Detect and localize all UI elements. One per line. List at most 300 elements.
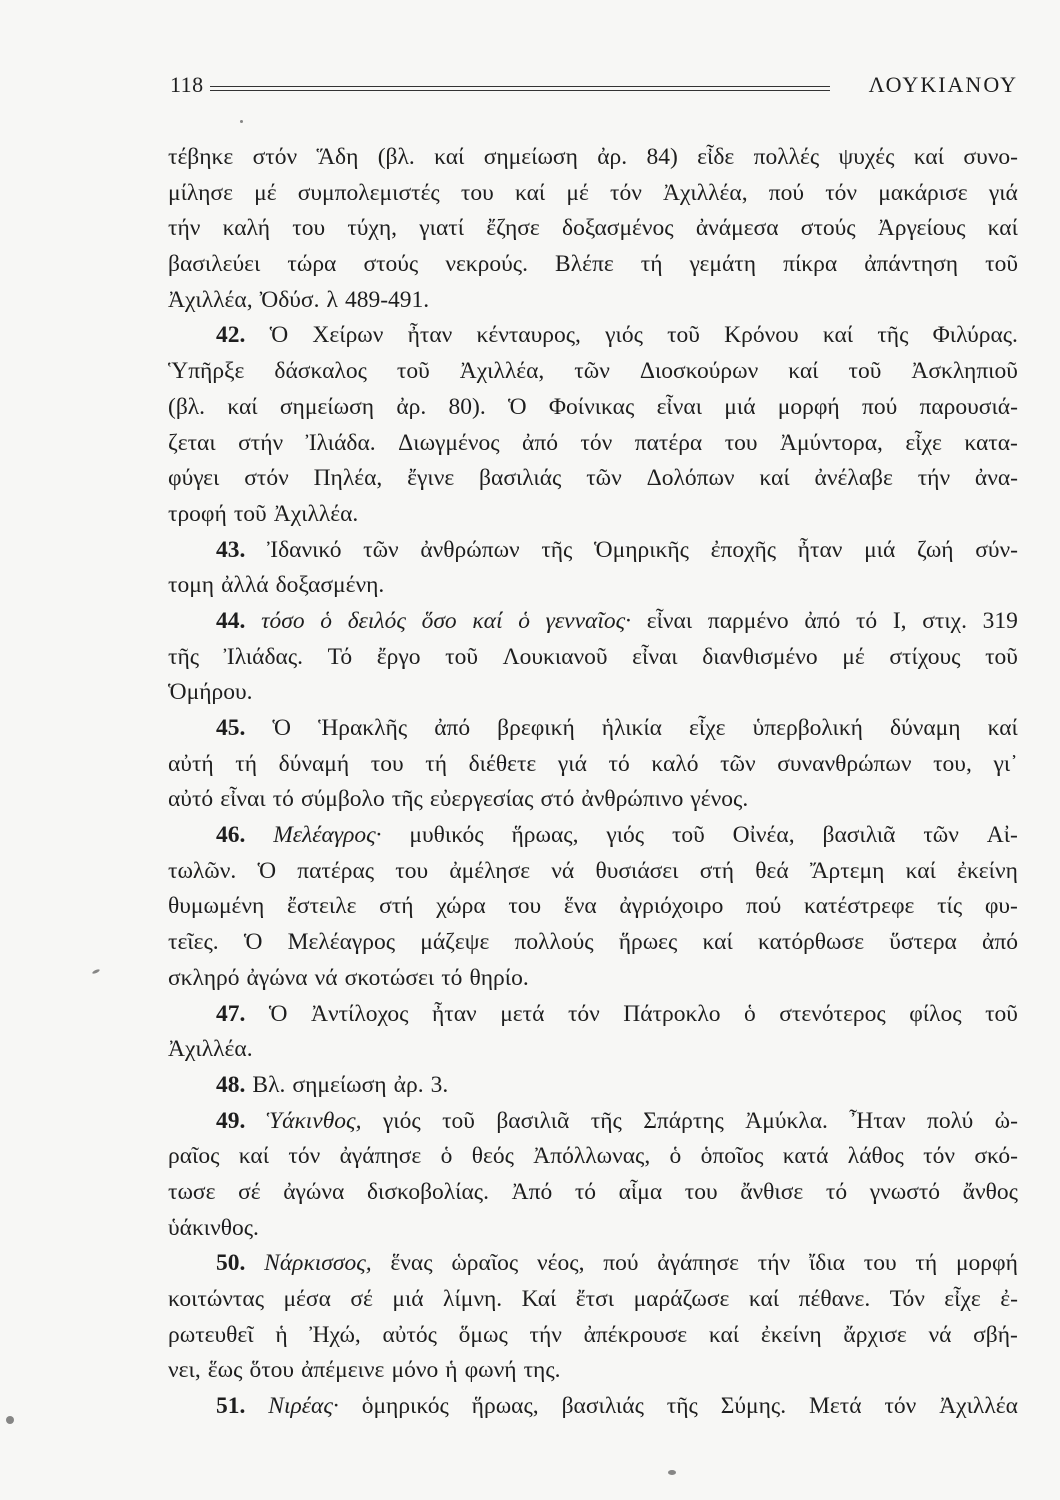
word: μορφή bbox=[955, 1250, 1018, 1277]
word: ἐκείνη bbox=[957, 857, 1018, 884]
word: Χείρων bbox=[312, 322, 384, 349]
text-line bbox=[168, 1318, 1018, 1354]
text-line bbox=[168, 747, 1018, 783]
text-line bbox=[168, 1139, 1018, 1175]
word: αὐτός bbox=[382, 1321, 437, 1348]
word: τῶν bbox=[720, 750, 756, 777]
word: τόν bbox=[825, 179, 858, 206]
word: Ἡρακλῆς bbox=[318, 715, 408, 741]
word: δοξασμένος bbox=[562, 215, 674, 242]
word: ἔτσι bbox=[575, 1286, 615, 1312]
word: στούς bbox=[363, 251, 419, 278]
word: καί bbox=[759, 465, 790, 492]
word: καί bbox=[227, 393, 258, 420]
text-line bbox=[168, 604, 1018, 640]
word: ψυχές bbox=[838, 144, 895, 170]
word: τίς bbox=[937, 893, 963, 920]
word: Ἀχιλλέα. bbox=[273, 500, 359, 527]
word: καί bbox=[822, 322, 854, 349]
word: θεός bbox=[471, 1143, 514, 1170]
word: καί bbox=[434, 144, 465, 170]
word: λάθος bbox=[847, 1143, 904, 1170]
word: νά bbox=[551, 857, 575, 884]
word: Ἀχιλλέα, bbox=[168, 286, 253, 313]
word: Καί bbox=[521, 1286, 557, 1312]
word: στούς bbox=[800, 215, 856, 242]
text-line bbox=[168, 889, 1018, 925]
note-keyword: Νάρκισσος, bbox=[264, 1250, 372, 1277]
word: πολύ bbox=[927, 1107, 974, 1134]
word: σύμβολο bbox=[300, 786, 385, 813]
header-rule bbox=[210, 86, 830, 91]
word: τῆς bbox=[877, 322, 909, 349]
word: στόν bbox=[244, 465, 289, 492]
word: βασιλεύει bbox=[168, 251, 261, 278]
text-line bbox=[168, 533, 1018, 569]
text-line bbox=[168, 640, 1018, 676]
word: τοῦ bbox=[442, 1107, 475, 1134]
text-line bbox=[168, 961, 1018, 997]
word: Ἄρτεμη bbox=[809, 857, 885, 884]
word: σκό- bbox=[974, 1143, 1018, 1170]
word: στίχους bbox=[889, 643, 961, 670]
word: ἀνα- bbox=[974, 465, 1018, 492]
word: τό bbox=[441, 964, 463, 991]
word: ὅτου bbox=[249, 1357, 295, 1384]
word: γιός bbox=[382, 1107, 421, 1134]
word: 3. bbox=[430, 1071, 449, 1098]
word: εἶναι bbox=[646, 607, 693, 634]
word: Ὁ bbox=[269, 322, 289, 349]
word: μιά bbox=[392, 1286, 424, 1312]
word: τή bbox=[235, 750, 258, 777]
word: 489-491. bbox=[344, 286, 430, 313]
text-line bbox=[168, 854, 1018, 890]
word: Ὁ bbox=[243, 929, 263, 956]
word: φύγει bbox=[168, 465, 220, 492]
word: νά bbox=[314, 964, 338, 991]
text-line bbox=[168, 426, 1018, 462]
word: γιά bbox=[557, 750, 587, 777]
word: δάσκαλος bbox=[274, 358, 367, 385]
text-line bbox=[168, 1282, 1018, 1318]
word: Ἠχώ, bbox=[309, 1321, 361, 1348]
word: Ἀντίλοχος bbox=[311, 1000, 409, 1027]
word: βασιλιᾶ bbox=[822, 822, 896, 849]
word: καί bbox=[238, 1143, 270, 1170]
word: Ἀχιλλέα, bbox=[663, 179, 748, 206]
word: τοῦ bbox=[848, 358, 882, 385]
word: πατέρα bbox=[634, 429, 703, 456]
text-line bbox=[168, 1032, 1018, 1068]
word: τόν bbox=[580, 429, 613, 456]
word: ἀνάμεσα bbox=[695, 215, 779, 242]
word: Αἰ- bbox=[986, 822, 1018, 849]
word: Μετά bbox=[809, 1393, 862, 1420]
word: τοῦ bbox=[445, 643, 478, 670]
word: τόν bbox=[884, 1393, 917, 1420]
word: ἦταν bbox=[797, 536, 843, 563]
word: ἀρ. bbox=[396, 393, 427, 420]
word: καλή bbox=[222, 215, 271, 242]
word: μέ bbox=[566, 179, 589, 206]
word: χώρα bbox=[436, 893, 486, 920]
word: ὅμως bbox=[458, 1321, 508, 1348]
word: τώρα bbox=[287, 251, 337, 278]
word: εἶχε bbox=[944, 1286, 981, 1312]
word: τοῦ bbox=[396, 358, 430, 385]
word: Ἅδη bbox=[316, 144, 359, 170]
word: στή bbox=[699, 857, 735, 884]
word: νέος, bbox=[537, 1250, 585, 1277]
word: δύναμή bbox=[278, 750, 350, 777]
word: δύναμη bbox=[890, 715, 961, 741]
word: Σπάρτης bbox=[643, 1107, 724, 1134]
word: τωσε bbox=[168, 1178, 216, 1205]
text-line bbox=[168, 140, 1018, 176]
word: τοῦ bbox=[233, 500, 267, 527]
word: Τό bbox=[327, 643, 353, 670]
word: ἀγάπησε bbox=[339, 1143, 422, 1170]
word: ἀγριόχοιρο bbox=[619, 893, 724, 920]
word: στή bbox=[379, 893, 414, 920]
word: ἥρωες bbox=[618, 929, 678, 956]
word: γνωστό bbox=[869, 1178, 941, 1205]
word: 80). bbox=[448, 393, 486, 420]
word: τύχη, bbox=[347, 215, 398, 242]
word: τῶν bbox=[923, 822, 959, 849]
word: τήν bbox=[529, 1321, 562, 1348]
text-line bbox=[168, 818, 1018, 854]
word: γένος. bbox=[690, 786, 749, 813]
word: ἡλικία bbox=[601, 715, 662, 741]
word: Ὁ bbox=[268, 1000, 288, 1027]
word: τοῦ bbox=[667, 322, 700, 349]
text-line bbox=[168, 568, 1018, 604]
word: δισκοβολίας. bbox=[366, 1178, 489, 1205]
note-keyword: Νιρέας· bbox=[268, 1393, 339, 1420]
word: συνανθρώπων bbox=[777, 750, 912, 777]
word: Ὁ bbox=[257, 857, 277, 884]
word: σέ bbox=[238, 1178, 261, 1205]
word: ἡ bbox=[445, 1357, 458, 1384]
word: μόνο bbox=[391, 1357, 439, 1384]
word: τῆς bbox=[666, 1393, 698, 1420]
word: ἀνθρώπων bbox=[420, 536, 520, 563]
text-line bbox=[168, 1211, 1018, 1247]
word: Ὁ bbox=[507, 393, 527, 420]
word: Ἀσκληπιοῦ bbox=[911, 358, 1018, 385]
word: αὐτή bbox=[168, 750, 214, 777]
word: ἀπό bbox=[804, 607, 841, 634]
word: ὁ bbox=[440, 1143, 453, 1170]
word: καί bbox=[788, 358, 819, 385]
word: ἀγάπησε bbox=[657, 1250, 739, 1277]
word: Κρόνου bbox=[724, 322, 799, 349]
word: εἶχε bbox=[689, 715, 726, 741]
word: τοῦ bbox=[671, 822, 705, 849]
word: εὐεργεσίας bbox=[429, 786, 534, 813]
word: ὑάκινθος. bbox=[168, 1214, 259, 1241]
word: καί bbox=[905, 857, 936, 884]
word: ἀπάντηση bbox=[864, 251, 959, 278]
word: κατά bbox=[782, 1143, 829, 1170]
word: Σύμης. bbox=[720, 1393, 787, 1420]
note-keyword: Ὑάκινθος, bbox=[266, 1107, 362, 1134]
word: ἔζησε bbox=[486, 215, 540, 242]
word: Διωγμένος bbox=[398, 429, 500, 456]
word: της. bbox=[523, 1357, 561, 1384]
word: ἔγινε bbox=[407, 465, 455, 492]
word: ἀνθρώπινο bbox=[581, 786, 684, 813]
text-line bbox=[168, 925, 1018, 961]
word: (βλ. bbox=[168, 393, 206, 420]
word: τροφή bbox=[168, 500, 227, 527]
word: τῆς bbox=[168, 643, 200, 670]
word: ἀλλά bbox=[221, 572, 269, 599]
word: στήν bbox=[238, 429, 284, 456]
word: γεμάτη bbox=[689, 251, 757, 278]
text-line bbox=[168, 1068, 1018, 1104]
word: μαράζωσε bbox=[633, 1286, 730, 1312]
word: καί bbox=[702, 929, 733, 956]
text-line bbox=[168, 1175, 1018, 1211]
word: τό bbox=[825, 1178, 848, 1205]
word: ἀρ. bbox=[393, 1071, 424, 1098]
word: ἕνας bbox=[390, 1250, 433, 1277]
text-line bbox=[168, 354, 1018, 390]
word: Οἰνέα, bbox=[732, 822, 795, 849]
word: τήν bbox=[917, 465, 951, 492]
note-keyword: δειλός bbox=[347, 607, 406, 634]
word: μέσα bbox=[283, 1286, 331, 1312]
word: 84) bbox=[646, 144, 678, 170]
word: εἶχε bbox=[905, 429, 942, 456]
word: νεκρούς. bbox=[445, 251, 528, 278]
text-line bbox=[168, 711, 1018, 747]
word: Μελέαγρος bbox=[287, 929, 396, 956]
notes-body bbox=[168, 140, 1018, 1425]
word: μέ bbox=[254, 179, 277, 206]
text-line bbox=[168, 1246, 1018, 1282]
word: μυθικός bbox=[409, 822, 484, 849]
word: ζωή bbox=[916, 536, 954, 563]
word: ἔστειλε bbox=[287, 893, 357, 920]
word: Ὁμήρου. bbox=[168, 679, 253, 706]
note-keyword: ὁ bbox=[320, 607, 333, 634]
word: τομη bbox=[168, 572, 215, 599]
word: πολλούς bbox=[514, 929, 594, 956]
word: ἀμέλησε bbox=[449, 857, 531, 884]
word: Ἰδανικό bbox=[267, 536, 342, 563]
word: σκληρό bbox=[168, 964, 240, 991]
word: ἡ bbox=[275, 1321, 288, 1348]
word: τεῖες. bbox=[168, 929, 219, 956]
word: Τόν bbox=[889, 1286, 925, 1312]
word: ἥρωας, bbox=[471, 1393, 539, 1420]
word: μέ bbox=[842, 643, 865, 670]
ink-mark bbox=[92, 968, 101, 974]
word: τῶν bbox=[586, 465, 622, 492]
word: Πηλέα, bbox=[313, 465, 383, 492]
word: κένταυρος, bbox=[476, 322, 581, 349]
word: 319 bbox=[982, 607, 1018, 634]
word: τή bbox=[640, 251, 663, 278]
word: ἐ- bbox=[1000, 1286, 1018, 1312]
word: ἥρωας, bbox=[511, 822, 579, 849]
word: ἐποχῆς bbox=[710, 536, 777, 563]
word: τῆς bbox=[590, 1107, 622, 1134]
word: λ bbox=[326, 286, 338, 313]
word: κατόρθωσε bbox=[757, 929, 865, 956]
word: σημείωση bbox=[483, 144, 578, 170]
word: τό bbox=[608, 750, 630, 777]
ink-mark bbox=[6, 1416, 14, 1424]
ink-mark bbox=[240, 120, 243, 123]
word: ἐκείνη bbox=[760, 1321, 822, 1348]
word: Ἀπόλλωνας, bbox=[533, 1143, 651, 1170]
word: ραῖος bbox=[168, 1143, 220, 1170]
note-keyword: καί bbox=[472, 607, 503, 634]
word: ἔργο bbox=[376, 643, 421, 670]
word: τόν bbox=[567, 1000, 600, 1027]
word: του bbox=[395, 857, 429, 884]
word: γιός bbox=[606, 822, 645, 849]
word: πού bbox=[603, 1250, 639, 1277]
word: ἄρχισε bbox=[843, 1321, 907, 1348]
text-line bbox=[168, 1104, 1018, 1140]
word: Ἀχιλλέα bbox=[939, 1393, 1018, 1420]
text-line bbox=[168, 247, 1018, 283]
page-number: 118 bbox=[170, 72, 204, 97]
word: ἀπέμεινε bbox=[301, 1357, 385, 1384]
word: Δολόπων bbox=[646, 465, 735, 492]
word: κοιτώντας bbox=[168, 1286, 264, 1312]
word: τό bbox=[855, 607, 878, 634]
word: ἄνθος bbox=[962, 1178, 1018, 1205]
word: συνο- bbox=[963, 144, 1018, 170]
word: ὕστερα bbox=[889, 929, 957, 956]
word: Ι, bbox=[892, 607, 907, 634]
word: καί bbox=[913, 144, 945, 170]
note-number: 45. bbox=[216, 715, 246, 741]
word: ἀνέλαβε bbox=[814, 465, 893, 492]
note-number: 50. bbox=[216, 1250, 246, 1277]
word: Ἀργείους bbox=[877, 215, 966, 242]
word: καί bbox=[514, 179, 546, 206]
word: Ἀπό bbox=[511, 1178, 553, 1205]
note-number: 44. bbox=[216, 607, 246, 634]
word: τόν bbox=[923, 1143, 955, 1170]
word: Φιλύρας. bbox=[932, 322, 1018, 349]
text-line bbox=[168, 1389, 1018, 1425]
word: αὐτό bbox=[168, 786, 214, 813]
word: του bbox=[292, 215, 326, 242]
word: του bbox=[863, 1250, 897, 1277]
word: σβή- bbox=[973, 1321, 1018, 1348]
word: πολλές bbox=[753, 144, 820, 170]
word: ἀγώνα bbox=[283, 1178, 345, 1205]
note-number: 46. bbox=[216, 822, 246, 849]
word: μετά bbox=[500, 1000, 545, 1027]
note-number: 47. bbox=[216, 1000, 246, 1027]
word: τοῦ bbox=[985, 643, 1018, 670]
note-keyword: τόσο bbox=[261, 607, 305, 634]
word: Ἀχιλλέα, bbox=[459, 358, 545, 385]
word: Ὀδύσ. bbox=[259, 286, 320, 313]
word: παρμένο bbox=[707, 607, 789, 634]
word: ἀγώνα bbox=[246, 964, 308, 991]
word: θυμωμένη bbox=[168, 893, 265, 920]
word: ἕως bbox=[207, 1357, 243, 1384]
word: γιός bbox=[605, 322, 643, 349]
word: πατέρας bbox=[297, 857, 375, 884]
word: θηρίο. bbox=[469, 964, 529, 991]
word: αἷμα bbox=[618, 1178, 663, 1205]
text-line bbox=[168, 461, 1018, 497]
word: παρουσιά- bbox=[919, 393, 1018, 420]
word: τωλῶν. bbox=[168, 857, 237, 884]
word: τέβηκε bbox=[168, 144, 234, 170]
word: ὠ- bbox=[994, 1107, 1018, 1134]
word: διανθισμένο bbox=[702, 643, 818, 670]
word: Λουκιανοῦ bbox=[502, 643, 608, 670]
word: μιά bbox=[724, 393, 756, 420]
word: σύν- bbox=[975, 536, 1018, 563]
word: ἀπέκρουσε bbox=[583, 1321, 688, 1348]
word: Βλέπε bbox=[555, 251, 614, 278]
note-keyword: ὅσο bbox=[421, 607, 457, 634]
word: σέ bbox=[350, 1286, 373, 1312]
word: καί bbox=[708, 1321, 740, 1348]
word: ὡραῖος bbox=[451, 1250, 519, 1277]
word: ἄνθισε bbox=[740, 1178, 804, 1205]
word: ὁμηρικός bbox=[361, 1393, 449, 1420]
word: πού bbox=[746, 893, 782, 920]
text-line bbox=[168, 318, 1018, 354]
word: τή bbox=[425, 750, 447, 777]
word: δοξασμένη. bbox=[275, 572, 385, 599]
word: ὁ bbox=[669, 1143, 682, 1170]
word: τόν bbox=[610, 179, 642, 206]
word: ρωτευθεῖ bbox=[168, 1321, 254, 1348]
word: τόν bbox=[288, 1143, 321, 1170]
word: πού bbox=[768, 179, 805, 206]
note-keyword: γενναῖος· bbox=[545, 607, 632, 634]
word: κατέστρεφε bbox=[803, 893, 915, 920]
word: Ὁμηρικῆς bbox=[594, 536, 689, 563]
note-number: 42. bbox=[216, 322, 246, 349]
word: ἀπό bbox=[434, 715, 471, 741]
word: Πάτροκλο bbox=[623, 1000, 721, 1027]
word: σημείωση bbox=[279, 393, 375, 420]
word: βασιλιάς bbox=[479, 465, 562, 492]
word: φωνή bbox=[464, 1357, 517, 1384]
word: καλό bbox=[651, 750, 699, 777]
word: στόν bbox=[252, 144, 298, 170]
word: στενότερος bbox=[779, 1000, 886, 1027]
word: γιατί bbox=[419, 215, 465, 242]
word: εἶναι bbox=[656, 393, 703, 420]
word: νά bbox=[928, 1321, 952, 1348]
word: βρεφική bbox=[497, 715, 575, 741]
word: ὁ bbox=[744, 1000, 756, 1027]
word: ὑπερβολική bbox=[752, 715, 863, 741]
text-line bbox=[168, 782, 1018, 818]
word: μορφή bbox=[777, 393, 840, 420]
word: μίλησε bbox=[168, 179, 233, 206]
word: του bbox=[684, 1178, 718, 1205]
